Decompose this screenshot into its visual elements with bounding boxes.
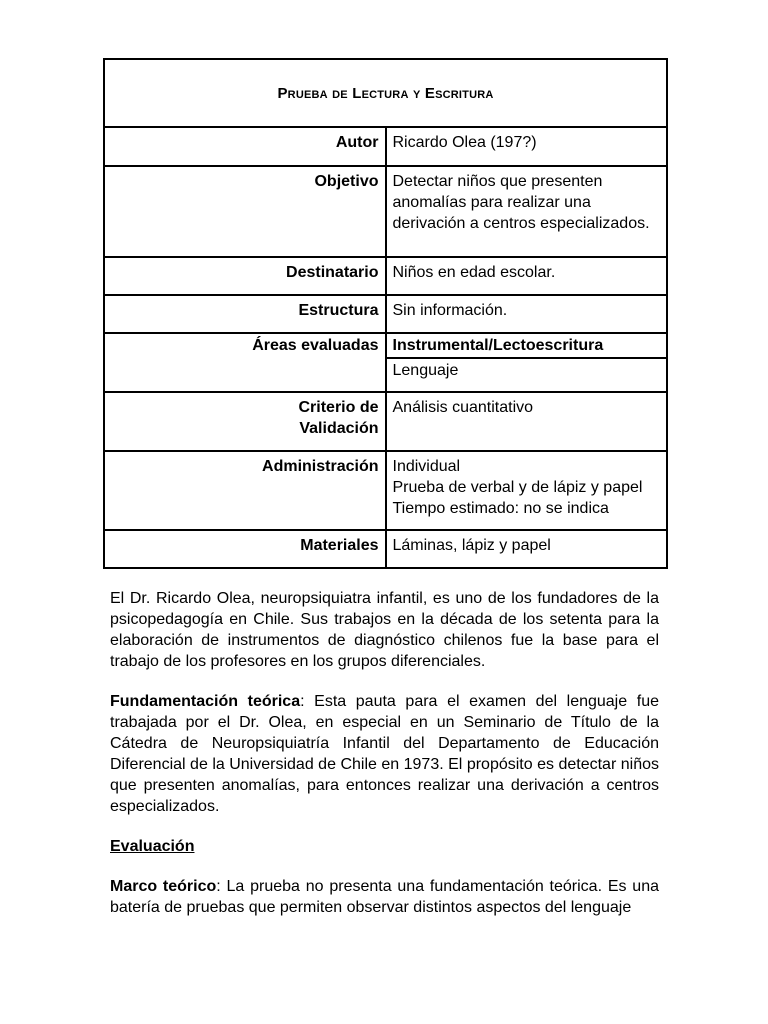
row-autor <box>104 127 667 166</box>
fundamentacion-text: : Esta pauta para el examen del lenguaje fue trabajada por el Dr. Olea, en especial en un Seminario de Título de la Cátedra de Neuropsiquiatría Infantil del Departamento de Educación Diferencial de la Universidad de Chile en 1973. El propósito es detectar niños que presenten anomalías, para entonces realizar una derivación a centros especializados. <box>110 693 659 815</box>
marco-label: Marco teórico <box>110 878 217 895</box>
table-title: Prueba de Lectura y Escritura <box>104 59 667 127</box>
label-administracion: Administración <box>104 451 386 530</box>
row-administracion <box>104 451 667 530</box>
value-objetivo: Detectar niños que presenten anomalías para realizar una derivación a centros especializados. <box>386 166 668 257</box>
value-materiales: Láminas, lápiz y papel <box>386 530 668 568</box>
marco-paragraph <box>110 876 659 918</box>
fundamentacion-label: Fundamentación teórica <box>110 693 301 710</box>
value-areas-lenguaje: Lenguaje <box>386 358 668 392</box>
value-administracion-line-2: Prueba de verbal y de lápiz y papel <box>392 479 643 496</box>
row-areas-1 <box>104 333 667 358</box>
fundamentacion-paragraph <box>110 691 659 817</box>
body-text <box>110 588 659 937</box>
value-administracion-line-3: Tiempo estimado: no se indica <box>392 500 609 517</box>
row-destinatario <box>104 257 667 295</box>
value-destinatario: Niños en edad escolar. <box>386 257 668 295</box>
marco-text: : La prueba no presenta una fundamentación teórica. Es una batería de pruebas que permiten observar distintos aspectos del lenguaje <box>110 878 659 916</box>
value-criterio: Análisis cuantitativo <box>386 392 668 451</box>
evaluacion-heading-paragraph <box>110 836 659 857</box>
label-destinatario: Destinatario <box>104 257 386 295</box>
value-administracion-line-1: Individual <box>392 458 461 475</box>
row-objetivo <box>104 166 667 257</box>
label-objetivo: Objetivo <box>104 166 386 257</box>
label-estructura: Estructura <box>104 295 386 333</box>
label-criterio-line-2: Validación <box>299 420 379 437</box>
value-estructura: Sin información. <box>386 295 668 333</box>
intro-paragraph: El Dr. Ricardo Olea, neuropsiquiatra infantil, es uno de los fundadores de la psicopedagogía en Chile. Sus trabajos en la década de los setenta para la elaboración de instrumentos de diagnóstico chilenos fue la base para el trabajo de los profesores en los grupos diferenciales. <box>110 590 659 670</box>
label-areas: Áreas evaluadas <box>104 333 386 392</box>
row-criterio <box>104 392 667 451</box>
test-info-table <box>103 58 668 569</box>
title-row <box>104 59 667 127</box>
value-autor: Ricardo Olea (197?) <box>386 127 668 166</box>
label-autor: Autor <box>104 127 386 166</box>
label-criterio <box>104 392 386 451</box>
value-areas-instrumental: Instrumental/Lectoescritura <box>386 333 668 358</box>
evaluacion-heading: Evaluación <box>110 838 195 855</box>
value-administracion <box>386 451 668 530</box>
label-materiales: Materiales <box>104 530 386 568</box>
row-materiales <box>104 530 667 568</box>
row-estructura <box>104 295 667 333</box>
label-criterio-line-1: Criterio de <box>298 399 379 416</box>
